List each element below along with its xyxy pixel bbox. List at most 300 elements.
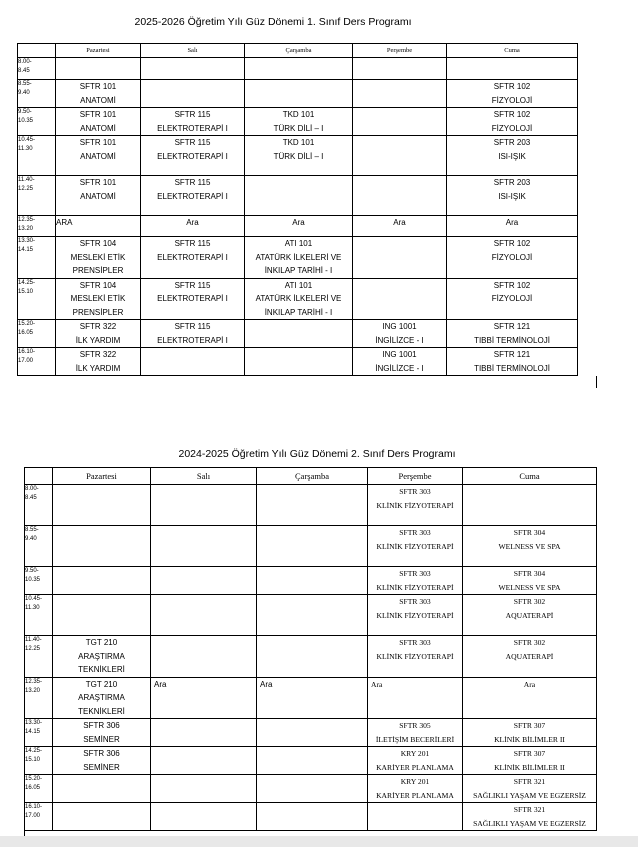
course-name: TEKNİKLERİ <box>78 706 125 716</box>
course-cell <box>463 775 597 803</box>
time-slot-text: 14.15 <box>25 729 41 735</box>
time-slot-text: 14.15 <box>18 247 34 253</box>
time-slot-text: 9.50- <box>18 109 32 115</box>
course-cell <box>463 485 597 526</box>
course-name: İNGİLİZCE - I <box>375 335 424 345</box>
course-code: ING 1001 <box>382 350 417 359</box>
course-code: SFTR 306 <box>83 749 120 758</box>
course-cell <box>447 237 578 279</box>
course-code: SFTR 303 <box>399 487 431 496</box>
course-cell <box>245 348 353 376</box>
course-code: SFTR 102 <box>493 82 531 91</box>
course-code: ARA <box>56 218 73 227</box>
course-name: AQUATERAPİ <box>505 610 554 620</box>
course-cell <box>141 278 245 320</box>
course-cell <box>141 320 245 348</box>
course-cell <box>353 176 447 216</box>
course-name: ISI-IŞIK <box>498 191 526 201</box>
course-cell <box>353 320 447 348</box>
day-header: Çarşamba <box>257 468 368 485</box>
course-code: Ara <box>523 679 536 689</box>
course-cell <box>447 278 578 320</box>
schedule-row <box>25 803 597 831</box>
course-code: SFTR 121 <box>493 350 531 359</box>
course-cell <box>447 58 578 80</box>
course-code: SFTR 102 <box>493 110 531 119</box>
course-name: ATATÜRK İLKELERİ VE <box>255 252 342 262</box>
course-code: SFTR 203 <box>493 138 531 147</box>
course-code: SFTR 306 <box>83 721 120 730</box>
time-slot-text: 10.45- <box>18 137 36 143</box>
course-name: WELNESS VE SPA <box>498 541 561 551</box>
course-cell <box>447 108 578 136</box>
time-slot <box>25 526 53 567</box>
course-name: KLİNİK FİZYOTERAPİ <box>376 541 454 551</box>
course-code: SFTR 305 <box>399 721 431 730</box>
course-name: KLİNİK BİLİMLER II <box>494 762 565 772</box>
course-cell <box>56 278 141 320</box>
course-name: FİZYOLOJİ <box>491 294 533 303</box>
course-code: SFTR 121 <box>493 322 531 331</box>
course-name: SAĞLIKLI YAŞAM VE EGZERSİZ <box>473 790 586 800</box>
day-header: Cuma <box>463 468 597 485</box>
course-name: İNKILAP TARİHİ - I <box>264 266 333 275</box>
course-code: SFTR 203 <box>493 178 531 187</box>
course-cell <box>353 237 447 279</box>
course-cell <box>245 80 353 108</box>
time-slot-text: 13.30- <box>25 720 43 726</box>
course-name: ELEKTROTERAPİ I <box>157 123 228 133</box>
time-slot-text: 16.05 <box>18 330 34 336</box>
course-code: SFTR 115 <box>174 178 211 187</box>
course-code: SFTR 302 <box>513 597 546 606</box>
course-name: ANATOMİ <box>80 191 116 201</box>
time-slot-text: 13.20 <box>18 226 34 232</box>
schedule-row <box>18 216 578 237</box>
course-code: SFTR 115 <box>174 322 211 331</box>
course-cell <box>151 595 257 636</box>
course-code: SFTR 303 <box>399 569 431 578</box>
day-header: Salı <box>141 44 245 58</box>
course-name: ANATOMİ <box>80 123 116 133</box>
time-slot-text: 12.25 <box>25 646 41 652</box>
time-slot-text: 12.35- <box>25 678 43 685</box>
course-code: SFTR 303 <box>399 638 431 647</box>
time-slot-text: 14.25- <box>18 279 36 286</box>
schedule-row <box>18 348 578 376</box>
course-cell <box>447 136 578 176</box>
day-header: Pazartesi <box>56 44 141 58</box>
time-slot <box>18 320 56 348</box>
time-slot <box>18 108 56 136</box>
course-cell <box>447 348 578 376</box>
course-name: FİZYOLOJİ <box>491 95 533 105</box>
header-row <box>18 44 578 58</box>
course-name: KLİNİK FİZYOTERAPİ <box>376 651 454 661</box>
time-slot-text: 9.40 <box>18 90 30 96</box>
time-slot <box>18 348 56 376</box>
course-code: ATI 101 <box>284 280 313 290</box>
time-slot-text: 8.55- <box>25 527 39 533</box>
schedule-row <box>18 108 578 136</box>
course-cell <box>53 595 151 636</box>
course-cell <box>56 80 141 108</box>
course-name: ANATOMİ <box>80 151 116 161</box>
course-cell <box>368 636 463 678</box>
time-slot <box>18 278 56 320</box>
course-name: FİZYOLOJİ <box>491 123 533 133</box>
course-name: FİZYOLOJİ <box>491 252 533 262</box>
text-cursor <box>596 376 597 388</box>
course-cell <box>245 237 353 279</box>
course-cell <box>56 320 141 348</box>
course-name: KLİNİK FİZYOTERAPİ <box>376 610 454 620</box>
course-code: SFTR 321 <box>513 805 546 814</box>
course-cell <box>257 719 368 747</box>
course-name: TÜRK DİLİ – I <box>273 151 324 161</box>
course-cell <box>368 567 463 595</box>
course-cell <box>447 80 578 108</box>
time-slot <box>25 595 53 636</box>
course-name: MESLEKİ ETİK <box>70 294 126 303</box>
course-name: MESLEKİ ETİK <box>70 252 126 262</box>
course-cell <box>245 320 353 348</box>
time-slot <box>25 803 53 831</box>
time-slot <box>18 136 56 176</box>
course-cell <box>463 595 597 636</box>
course-cell <box>151 803 257 831</box>
course-name: ELEKTROTERAPİ I <box>157 191 228 201</box>
schedule-row <box>18 58 578 80</box>
day-header: Perşembe <box>353 44 447 58</box>
course-name: TIBBİ TERMİNOLOJİ <box>474 363 550 373</box>
course-code: KRY 201 <box>400 777 430 786</box>
time-slot-text: 14.25- <box>25 748 43 754</box>
course-cell <box>56 108 141 136</box>
course-code: SFTR 307 <box>513 749 546 758</box>
course-code: SFTR 321 <box>513 777 546 786</box>
schedule-row <box>18 176 578 216</box>
course-code: SFTR 303 <box>399 528 431 537</box>
course-code: SFTR 304 <box>513 528 546 537</box>
time-slot-text: 17.00 <box>25 813 41 819</box>
course-name: KLİNİK FİZYOTERAPİ <box>376 500 454 510</box>
time-slot-text: 11.30 <box>25 605 40 611</box>
time-slot-text: 8.00- <box>18 59 32 65</box>
course-cell <box>141 58 245 80</box>
course-cell <box>368 485 463 526</box>
time-slot-text: 16.05 <box>25 785 41 791</box>
time-slot <box>25 775 53 803</box>
course-name: ELEKTROTERAPİ I <box>157 252 228 262</box>
course-code: Ara <box>505 218 519 227</box>
course-code: SFTR 115 <box>174 138 211 147</box>
course-cell <box>151 485 257 526</box>
course-cell <box>257 526 368 567</box>
time-slot <box>25 719 53 747</box>
course-cell <box>53 719 151 747</box>
corner-cell <box>25 468 53 485</box>
course-name: TIBBİ TERMİNOLOJİ <box>474 335 550 345</box>
time-slot-text: 16.10- <box>25 804 43 810</box>
course-cell <box>151 677 257 719</box>
course-cell <box>53 636 151 678</box>
time-slot-text: 9.40 <box>25 536 37 542</box>
course-code: KRY 201 <box>400 749 430 758</box>
course-code: Ara <box>393 218 406 227</box>
text-cursor <box>24 828 25 836</box>
schedule-row <box>25 595 597 636</box>
course-cell <box>245 58 353 80</box>
course-cell <box>353 348 447 376</box>
course-cell <box>53 567 151 595</box>
time-slot-text: 15.10 <box>18 288 34 295</box>
time-slot <box>25 636 53 678</box>
course-cell <box>463 747 597 775</box>
schedule-1-table <box>17 43 578 376</box>
course-cell <box>463 803 597 831</box>
schedule-row <box>25 719 597 747</box>
course-cell <box>245 216 353 237</box>
course-cell <box>245 108 353 136</box>
course-cell <box>56 176 141 216</box>
course-cell <box>368 775 463 803</box>
course-cell <box>151 636 257 678</box>
course-cell <box>53 747 151 775</box>
course-code: SFTR 115 <box>174 280 211 290</box>
course-code: SFTR 101 <box>79 82 117 91</box>
course-cell <box>245 278 353 320</box>
time-slot-text: 11.40- <box>18 177 35 183</box>
course-code: SFTR 322 <box>79 322 117 331</box>
course-name: TEKNİKLERİ <box>78 665 125 674</box>
course-name: ELEKTROTERAPİ I <box>157 335 228 345</box>
course-cell <box>53 803 151 831</box>
course-code: SFTR 101 <box>79 110 117 119</box>
course-cell <box>141 237 245 279</box>
course-name: SEMİNER <box>83 762 120 772</box>
course-name: TÜRK DİLİ – I <box>273 123 324 133</box>
course-cell <box>447 216 578 237</box>
course-cell <box>463 567 597 595</box>
day-header: Perşembe <box>368 468 463 485</box>
course-name: İLK YARDIM <box>75 363 121 373</box>
course-cell <box>53 775 151 803</box>
time-slot <box>18 176 56 216</box>
course-name: ATATÜRK İLKELERİ VE <box>255 294 342 303</box>
course-cell <box>257 747 368 775</box>
time-slot-text: 17.00 <box>18 358 34 364</box>
schedule-row <box>18 320 578 348</box>
time-slot-text: 12.25 <box>18 186 34 192</box>
course-name: KARİYER PLANLAMA <box>376 790 454 800</box>
course-cell <box>245 176 353 216</box>
course-code: SFTR 101 <box>79 138 117 147</box>
course-cell <box>141 216 245 237</box>
course-code: SFTR 102 <box>493 280 531 290</box>
course-code: SFTR 104 <box>79 280 117 290</box>
course-name: SAĞLIKLI YAŞAM VE EGZERSİZ <box>473 818 586 828</box>
schedule-row <box>18 80 578 108</box>
course-cell <box>368 747 463 775</box>
course-code: SFTR 304 <box>513 569 546 578</box>
course-cell <box>56 136 141 176</box>
course-name: ARAŞTIRMA <box>78 651 125 661</box>
time-slot-text: 15.10 <box>25 757 41 763</box>
course-code: SFTR 322 <box>79 350 117 359</box>
course-name: AQUATERAPİ <box>505 651 554 661</box>
time-slot-text: 11.30 <box>18 146 33 152</box>
course-code: SFTR 101 <box>79 178 117 187</box>
course-cell <box>53 677 151 719</box>
course-cell <box>257 775 368 803</box>
time-slot-text: 13.30- <box>18 238 36 244</box>
course-cell <box>141 176 245 216</box>
day-header: Salı <box>151 468 257 485</box>
time-slot-text: 8.45 <box>25 495 37 501</box>
course-cell <box>353 108 447 136</box>
course-cell <box>368 677 463 719</box>
time-slot <box>18 80 56 108</box>
time-slot <box>25 677 53 719</box>
course-cell <box>463 719 597 747</box>
course-code: Ara <box>371 679 383 689</box>
course-cell <box>257 803 368 831</box>
course-cell <box>141 136 245 176</box>
schedule-row <box>25 636 597 678</box>
course-cell <box>53 526 151 567</box>
course-code: TGT 210 <box>85 638 118 647</box>
course-cell <box>353 58 447 80</box>
course-cell <box>56 237 141 279</box>
course-cell <box>368 595 463 636</box>
course-code: SFTR 104 <box>79 239 117 248</box>
course-cell <box>368 526 463 567</box>
course-cell <box>141 348 245 376</box>
course-code: SFTR 303 <box>399 597 431 606</box>
course-code: SFTR 302 <box>513 638 546 647</box>
course-cell <box>151 775 257 803</box>
course-cell <box>151 567 257 595</box>
time-slot-text: 11.40- <box>25 637 42 643</box>
time-slot <box>25 747 53 775</box>
course-cell <box>257 636 368 678</box>
course-cell <box>257 567 368 595</box>
schedule-2-title: 2024-2025 Öğretim Yılı Güz Dönemi 2. Sınıf Ders Programı <box>178 448 456 460</box>
course-cell <box>463 677 597 719</box>
course-cell <box>353 136 447 176</box>
course-cell <box>368 803 463 831</box>
course-name: KARİYER PLANLAMA <box>376 762 454 772</box>
schedule-row <box>18 237 578 279</box>
course-cell <box>447 176 578 216</box>
course-cell <box>56 348 141 376</box>
course-name: ELEKTROTERAPİ I <box>157 151 228 161</box>
day-header: Cuma <box>447 44 578 58</box>
course-cell <box>151 526 257 567</box>
course-cell <box>257 485 368 526</box>
course-cell <box>257 595 368 636</box>
course-cell <box>56 58 141 80</box>
day-header: Pazartesi <box>53 468 151 485</box>
schedule-row <box>25 747 597 775</box>
course-code: Ara <box>154 679 167 689</box>
time-slot <box>25 567 53 595</box>
course-name: WELNESS VE SPA <box>498 582 561 592</box>
course-code: ING 1001 <box>382 322 417 331</box>
schedule-1-title: 2025-2026 Öğretim Yılı Güz Dönemi 1. Sınıf Ders Programı <box>134 16 412 28</box>
time-slot-text: 15.20- <box>25 776 43 782</box>
schedule-row <box>25 567 597 595</box>
time-slot-text: 12.35- <box>18 217 36 223</box>
course-name: İNKILAP TARİHİ - I <box>264 307 333 317</box>
course-name: İNGİLİZCE - I <box>375 363 424 373</box>
time-slot <box>18 216 56 237</box>
course-name: ANATOMİ <box>80 95 116 105</box>
course-cell <box>353 216 447 237</box>
course-cell <box>353 80 447 108</box>
course-name: ELEKTROTERAPİ I <box>157 294 228 303</box>
course-cell <box>463 526 597 567</box>
schedule-row <box>25 485 597 526</box>
schedule-row <box>18 136 578 176</box>
course-name: PRENSİPLER <box>72 266 124 275</box>
time-slot-text: 15.20- <box>18 321 36 327</box>
course-code: Ara <box>260 679 273 689</box>
course-code: TKD 101 <box>282 138 315 147</box>
course-code: ATI 101 <box>284 239 313 248</box>
course-name: KLİNİK BİLİMLER II <box>494 734 565 744</box>
course-name: ISI-IŞIK <box>498 151 526 161</box>
course-code: Ara <box>186 218 199 227</box>
course-code: SFTR 115 <box>174 110 211 119</box>
time-slot-text: 8.55- <box>18 81 32 87</box>
course-code: Ara <box>292 218 305 227</box>
course-name: SEMİNER <box>83 734 120 744</box>
course-cell <box>447 320 578 348</box>
time-slot-text: 10.45- <box>25 596 43 602</box>
schedule-row <box>18 278 578 320</box>
time-slot-text: 8.45 <box>18 68 30 74</box>
course-code: SFTR 102 <box>493 239 531 248</box>
time-slot-text: 9.50- <box>25 568 39 574</box>
course-cell <box>141 108 245 136</box>
time-slot <box>18 58 56 80</box>
course-name: ARAŞTIRMA <box>78 693 125 702</box>
course-code: TKD 101 <box>282 110 315 119</box>
time-slot <box>25 485 53 526</box>
course-cell <box>463 636 597 678</box>
course-name: İLK YARDIM <box>75 335 121 345</box>
header-row <box>25 468 597 485</box>
time-slot-text: 16.10- <box>18 349 36 355</box>
time-slot-text: 10.35 <box>18 118 34 124</box>
schedule-row <box>25 526 597 567</box>
time-slot-text: 13.20 <box>25 687 41 694</box>
course-code: SFTR 115 <box>174 239 211 248</box>
schedule-2-table <box>24 467 597 831</box>
course-name: PRENSİPLER <box>72 307 124 317</box>
course-cell <box>245 136 353 176</box>
course-cell <box>56 216 141 237</box>
course-name: KLİNİK FİZYOTERAPİ <box>376 582 454 592</box>
time-slot-text: 8.00- <box>25 486 39 492</box>
course-cell <box>368 719 463 747</box>
day-header: Çarşamba <box>245 44 353 58</box>
scroll-area <box>0 836 638 847</box>
course-cell <box>151 747 257 775</box>
time-slot-text: 10.35 <box>25 577 41 583</box>
